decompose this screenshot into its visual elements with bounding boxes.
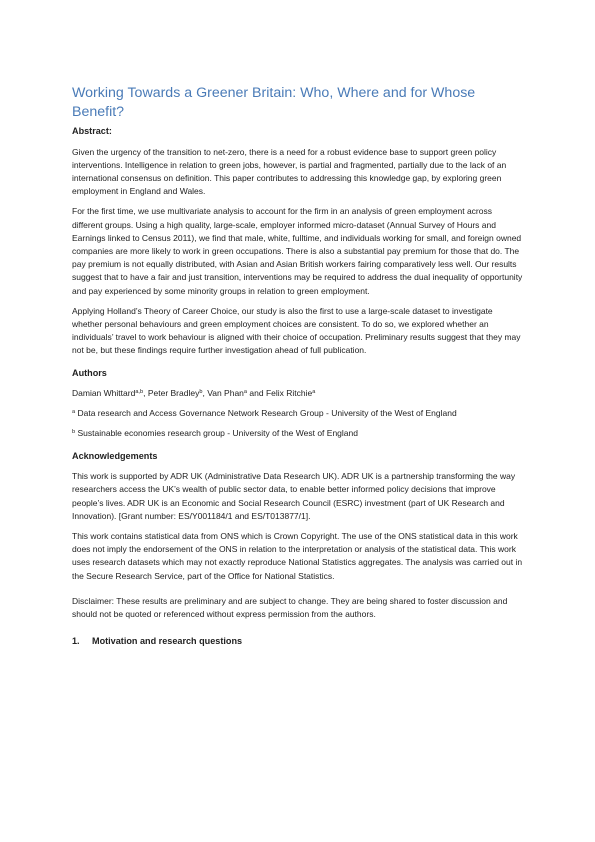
author-separator: and (247, 388, 266, 399)
acknowledgements-paragraph-1: This work is supported by ADR UK (Administrative Data Research UK). ADR UK is a partnership transforming the way researchers access the UK’s wealth of public sector data, to enable better informed policy decisions that improve people’s lives. ADR UK is an Economic and Social Research Council (ESRC) investment (part of UK Research and Innovation). [Grant number: ES/Y001184/1 and ES/T013877/1]. (72, 471, 516, 521)
affiliation-b (72, 427, 523, 440)
section-title: Motivation and research questions (92, 636, 243, 647)
author-name: Van Phan (207, 388, 244, 399)
affiliation-text: Sustainable economies research group - University of the West of England (75, 428, 358, 439)
acknowledgements-paragraph-2: This work contains statistical data from ONS which is Crown Copyright. The use of the ONS statistical data in this work does not imply the endorsement of the ONS in relation to the interpretation or analysis of the statistical data. This work uses research datasets which may not exactly reproduce National Statistics aggregates. The analysis was carried out in the Secure Research Service, part of the Office for National Statistics. (72, 530, 523, 581)
abstract-paragraph-3: Applying Holland’s Theory of Career Choice, our study is also the first to use a large-scale dataset to investigate whether personal behaviours and green employment choices are consistent. To do so, we explored whether an individuals’ travel to work behaviour is aligned with their choice of occupation. Preliminary results suggest that they may not be, but these findings require further investigation ahead of full publication. (72, 305, 521, 356)
author-affiliation-marker: b (199, 389, 203, 396)
affiliation-marker: b (72, 429, 76, 436)
author-affiliation-marker: a (243, 389, 248, 396)
authors-line (72, 387, 523, 400)
author-name: Damian Whittard (72, 388, 136, 399)
abstract-paragraph-2: For the first time, we use multivariate analysis to account for the firm in an analysis of green employment across different groups. Using a high quality, large-scale, employer informed micro-dataset (Annual Survey of Hours and Earnings linked to Census 2011), we find that male, white, fulltime, and individuals working for small, and foreign owned companies are more likely to work in green occupations. There is also a substantial pay premium for those that do. The pay premium is not equally distributed, with Asian and Asian British workers fairing comparatively less well. Our results suggest that to have a fair and just transition, interventions may be required to address the dual inequality of opportunity and pay experienced by some minority groups in relation to green employment. (72, 206, 523, 296)
author-name: Felix Ritchie (265, 388, 313, 399)
authors-heading: Authors (72, 367, 107, 378)
author-name: Peter Bradley (147, 388, 200, 399)
author-affiliation-marker: a (312, 389, 316, 396)
disclaimer: Disclaimer: These results are preliminary and are subject to change. They are being shared to foster discussion and should not be quoted or referenced without express permission from the authors. (72, 595, 508, 619)
abstract-heading: Abstract: (72, 126, 112, 136)
section-number: 1. (72, 636, 80, 647)
affiliation-a (72, 407, 523, 420)
paper-title: Working Towards a Greener Britain: Who, Where and for Whose Benefit? (72, 85, 476, 120)
abstract-paragraph-1: Given the urgency of the transition to net-zero, there is a need for a robust evidence base to support green policy interventions. Intelligence in relation to green jobs, however, is partial and fragmented, partially due to the lack of an international consensus on definition. This paper contributes to addressing this knowledge gap, by exploring green employment in England and Wales. (72, 146, 507, 197)
author-separator: , (143, 388, 148, 399)
author-separator: , (202, 388, 208, 399)
section-heading (72, 635, 523, 648)
affiliation-text: Data research and Access Governance Network Research Group - University of the West of England (75, 408, 457, 419)
acknowledgements-heading: Acknowledgements (72, 450, 158, 461)
author-affiliation-marker: a,b (135, 389, 144, 396)
affiliation-marker: a (72, 409, 76, 416)
